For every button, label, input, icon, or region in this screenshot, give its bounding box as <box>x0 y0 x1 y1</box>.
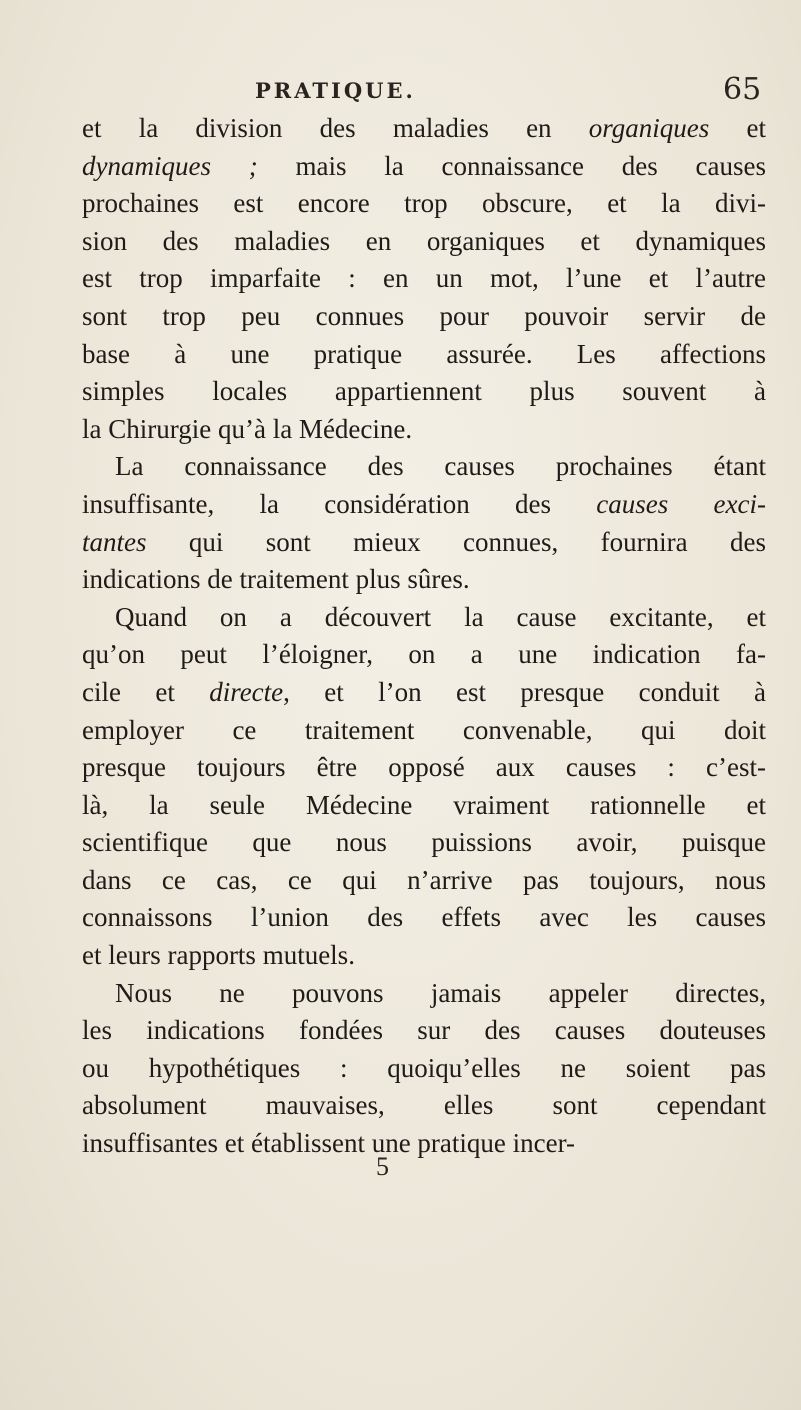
text-line <box>82 1087 766 1125</box>
text-line <box>82 411 766 449</box>
text-line <box>82 1012 766 1050</box>
text-run: est trop imparfaite : en un mot, l’une et l’autre <box>82 263 766 294</box>
text-line <box>82 260 766 298</box>
text-line <box>82 448 766 486</box>
text-line <box>82 749 766 787</box>
italic-text-run: organiques <box>588 113 710 143</box>
text-line <box>82 148 766 186</box>
text-run: cile et <box>82 676 210 707</box>
page-header <box>0 70 801 110</box>
text-run: là, la seule Médecine vraiment rationnelle et <box>82 789 766 820</box>
text-run: simples locales appartiennent plus souvent à <box>82 376 766 407</box>
text-line <box>82 674 766 712</box>
text-line <box>82 712 766 750</box>
text-run: sont trop peu connues pour pouvoir servir de <box>82 300 766 331</box>
text-line <box>82 899 766 937</box>
text-run: dans ce cas, ce qui n’arrive pas toujours, nous <box>82 864 766 895</box>
text-line <box>82 298 766 336</box>
text-run: et la division des maladies en <box>82 113 589 143</box>
text-run: employer ce traitement convenable, qui doit <box>82 714 766 745</box>
italic-text-run: directe <box>209 676 284 707</box>
text-run: absolument mauvaises, elles sont cependant <box>82 1090 766 1121</box>
text-line <box>82 561 766 599</box>
text-line <box>82 373 766 411</box>
text-line <box>82 185 766 223</box>
text-run: qui sont mieux connues, fournira des <box>146 526 766 557</box>
text-run: les indications fondées sur des causes douteuses <box>82 1015 766 1046</box>
text-run: sion des maladies en organiques et dynamiques <box>82 225 766 256</box>
text-line <box>82 524 766 562</box>
italic-text-run: causes exci- <box>596 488 766 519</box>
text-line <box>82 787 766 825</box>
paragraph <box>82 599 766 975</box>
italic-text-run: dynamiques ; <box>82 150 258 181</box>
text-run: insuffisante, la considération des <box>82 488 597 519</box>
text-run: ou hypothétiques : quoiqu’elles ne soient pas <box>82 1052 766 1083</box>
text-line <box>82 223 766 261</box>
text-run: la Chirurgie qu’à la Médecine. <box>82 413 413 444</box>
text-line <box>82 975 766 1013</box>
text-line <box>82 636 766 674</box>
text-run: prochaines est encore trop obscure, et la divi- <box>82 188 766 219</box>
text-line <box>82 486 766 524</box>
text-run: presque toujours être opposé aux causes : c’est- <box>82 752 766 783</box>
text-line <box>82 1050 766 1088</box>
text-run: connaissons l’union des effets avec les causes <box>82 902 766 933</box>
text-run: base à une pratique assurée. Les affections <box>82 338 766 369</box>
text-line <box>82 110 766 148</box>
text-run: et <box>709 113 766 143</box>
signature-mark: 5 <box>376 1152 389 1181</box>
text-run: scientifique que nous puissions avoir, puisque <box>82 827 766 858</box>
italic-text-run: tantes <box>82 526 147 557</box>
text-line <box>82 824 766 862</box>
text-line <box>82 1125 766 1163</box>
text-run: et leurs rapports mutuels. <box>82 940 355 971</box>
text-run: La connaissance des causes prochaines étant <box>115 451 766 482</box>
text-run: Quand on a découvert la cause excitante, et <box>115 601 766 632</box>
text-line <box>82 599 766 637</box>
text-line <box>82 937 766 975</box>
paragraph <box>82 448 766 598</box>
text-run: indications de traitement plus sûres. <box>82 564 470 595</box>
text-run: insuffisantes et établissent une pratique incer- <box>82 1128 576 1159</box>
text-line <box>82 862 766 900</box>
paragraph <box>82 975 766 1163</box>
running-head: PRATIQUE. <box>255 78 416 103</box>
paragraph <box>82 110 766 448</box>
body-text <box>82 110 766 1163</box>
text-run: qu’on peut l’éloigner, on a une indication fa- <box>82 639 766 670</box>
page-number: 65 <box>723 72 762 107</box>
text-line <box>82 336 766 374</box>
text-run: mais la connaissance des causes <box>257 150 767 181</box>
text-run: , et l’on est presque conduit à <box>283 676 766 707</box>
text-run: Nous ne pouvons jamais appeler directes, <box>115 977 766 1008</box>
